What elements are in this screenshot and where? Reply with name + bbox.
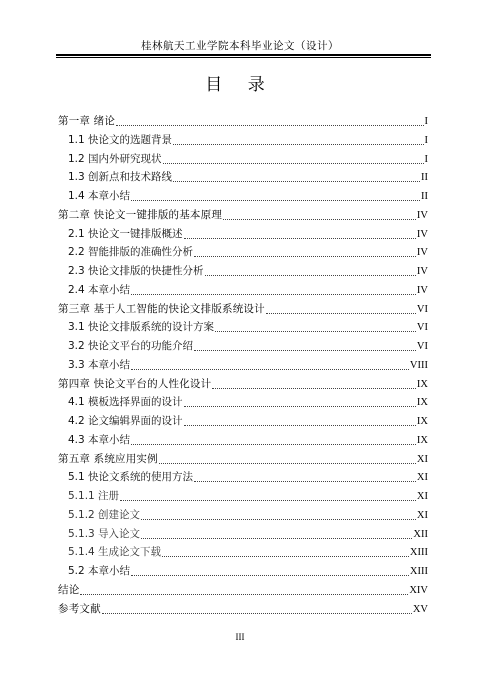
toc-leader-dots (159, 463, 416, 464)
toc-entry-page: IV (416, 247, 428, 259)
toc-leader-dots (102, 613, 412, 614)
toc-leader-dots (163, 163, 424, 164)
page-number: III (235, 632, 245, 642)
toc-entry[interactable] (68, 151, 428, 168)
toc-entry[interactable] (58, 207, 428, 224)
toc-leader-dots (212, 388, 416, 389)
toc-leader-dots (131, 369, 409, 370)
toc-entry-label: 1.2 国内外研究现状 (68, 152, 162, 165)
toc-leader-dots (120, 500, 416, 501)
toc-entry-label: 参考文献 (58, 602, 101, 615)
toc-leader-dots (162, 556, 409, 557)
toc-entry-page: I (424, 116, 428, 127)
toc-leader-dots (215, 331, 416, 332)
toc-entry[interactable] (68, 507, 428, 524)
toc-entry-label: 5.2 本章小结 (68, 565, 131, 577)
toc-entry-page: VI (416, 341, 428, 352)
toc-entry-label: 第三章 基于人工智能的快论文排版系统设计 (58, 302, 265, 315)
toc-entry-label: 1.1 快论文的选题背景 (68, 133, 173, 146)
toc-entry[interactable] (68, 413, 428, 430)
toc-entry[interactable] (68, 432, 428, 449)
toc-entry-page: I (424, 153, 428, 165)
toc-leader-dots (173, 181, 420, 182)
toc-entry-page: II (421, 191, 428, 202)
toc-entry[interactable] (68, 544, 428, 561)
toc-entry-label: 5.1.1 注册 (68, 490, 120, 502)
toc-entry[interactable] (58, 582, 428, 599)
toc-entry-label: 3.3 本章小结 (68, 358, 131, 371)
toc-leader-dots (173, 144, 423, 145)
toc-entry-label: 3.1 快论文排版系统的设计方案 (68, 321, 215, 334)
toc-entry-page: XIII (409, 566, 428, 577)
toc-leader-dots (194, 350, 416, 351)
toc-entry[interactable] (58, 113, 428, 130)
toc-entry-page: VIII (409, 359, 428, 371)
toc-entry-page: IV (416, 284, 428, 296)
toc-leader-dots (184, 238, 416, 239)
toc-leader-dots (194, 481, 416, 482)
toc-entry-label: 4.3 本章小结 (68, 433, 131, 446)
toc-leader-dots (131, 294, 416, 295)
toc-leader-dots (141, 538, 412, 539)
toc-entry-page: XI (416, 453, 428, 465)
toc-leader-dots (80, 594, 408, 595)
toc-leader-dots (223, 219, 416, 220)
toc-entry[interactable] (68, 226, 428, 243)
toc-entry-label: 结论 (58, 583, 80, 596)
toc-entry-page: XIV (409, 584, 428, 596)
toc-entry[interactable] (68, 526, 428, 543)
toc-entry-label: 2.1 快论文一键排版概述 (68, 227, 183, 240)
toc-leader-dots (194, 256, 416, 257)
toc-entry-page: IV (416, 228, 428, 240)
toc-entry-page: XIII (409, 547, 428, 559)
toc-entry[interactable] (58, 301, 428, 318)
toc-entry-page: VI (416, 303, 428, 315)
toc-entry-label: 2.3 快论文排版的快捷性分析 (68, 265, 204, 277)
toc-entry[interactable] (58, 601, 428, 618)
toc-entry-page: IX (416, 378, 428, 390)
toc-leader-dots (266, 313, 416, 314)
toc-leader-dots (131, 200, 420, 201)
toc-entry-page: VI (416, 322, 428, 334)
toc-leader-dots (131, 444, 416, 445)
toc-entry-label: 4.1 模板选择界面的设计 (68, 396, 183, 409)
toc-leader-dots (184, 425, 416, 426)
toc-entry-label: 5.1.2 创建论文 (68, 508, 141, 521)
header-rule-thick (56, 54, 431, 56)
toc-entry[interactable] (58, 451, 428, 468)
toc-entry[interactable] (68, 469, 428, 486)
toc-entry[interactable] (68, 244, 428, 261)
toc-entry-page: IX (416, 434, 428, 446)
toc-title: 目 录 (205, 75, 275, 95)
toc-entry-label: 2.4 本章小结 (68, 283, 131, 296)
toc-entry-page: XII (413, 528, 428, 540)
toc-entry-label: 第四章 快论文平台的人性化设计 (58, 377, 212, 390)
toc-entry-page: XI (416, 509, 428, 521)
toc-entry-page: II (421, 172, 428, 184)
toc-entry-page: XI (416, 472, 428, 484)
toc-entry-page: XI (416, 491, 428, 502)
toc-entry-label: 5.1 快论文系统的使用方法 (68, 471, 194, 484)
toc-entry[interactable] (68, 338, 428, 355)
toc-entry-label: 第五章 系统应用实例 (58, 452, 158, 465)
toc-entry[interactable] (68, 488, 428, 505)
toc-entry[interactable] (68, 169, 428, 186)
toc-leader-dots (131, 575, 409, 576)
toc-entry-label: 4.2 论文编辑界面的设计 (68, 415, 183, 427)
toc-entry-page: IX (416, 416, 428, 427)
toc-entry-label: 1.4 本章小结 (68, 190, 131, 202)
toc-entry-page: XV (412, 603, 428, 615)
toc-entry[interactable] (68, 263, 428, 280)
toc-entry[interactable] (68, 132, 428, 149)
page-header: 桂林航天工业学院本科毕业论文（设计） (141, 40, 339, 52)
toc-entry[interactable] (58, 376, 428, 393)
toc-entry-page: IV (416, 266, 428, 277)
header-rule-thin (56, 57, 431, 58)
toc-entry[interactable] (68, 394, 428, 411)
toc-entry-label: 5.1.4 生成论文下载 (68, 546, 162, 559)
toc-entry-label: 2.2 智能排版的准确性分析 (68, 246, 194, 259)
toc-leader-dots (141, 519, 416, 520)
toc-leader-dots (184, 406, 416, 407)
toc-entry-label: 第二章 快论文一键排版的基本原理 (58, 208, 223, 221)
toc-entry[interactable] (68, 563, 428, 580)
toc-entry-page: I (424, 134, 428, 146)
toc-entry[interactable] (68, 319, 428, 336)
toc-entry-label: 第一章 绪论 (58, 115, 116, 127)
toc-leader-dots (116, 125, 423, 126)
toc-entry-page: IV (416, 209, 428, 221)
toc-leader-dots (205, 275, 416, 276)
toc-entry[interactable] (68, 357, 428, 374)
toc-entry-label: 5.1.3 导入论文 (68, 527, 141, 540)
toc-entry[interactable] (68, 282, 428, 299)
toc-entry[interactable] (68, 188, 428, 205)
toc-entry-label: 1.3 创新点和技术路线 (68, 171, 173, 184)
toc-entry-label: 3.2 快论文平台的功能介绍 (68, 340, 194, 352)
toc-entry-page: IX (416, 397, 428, 409)
